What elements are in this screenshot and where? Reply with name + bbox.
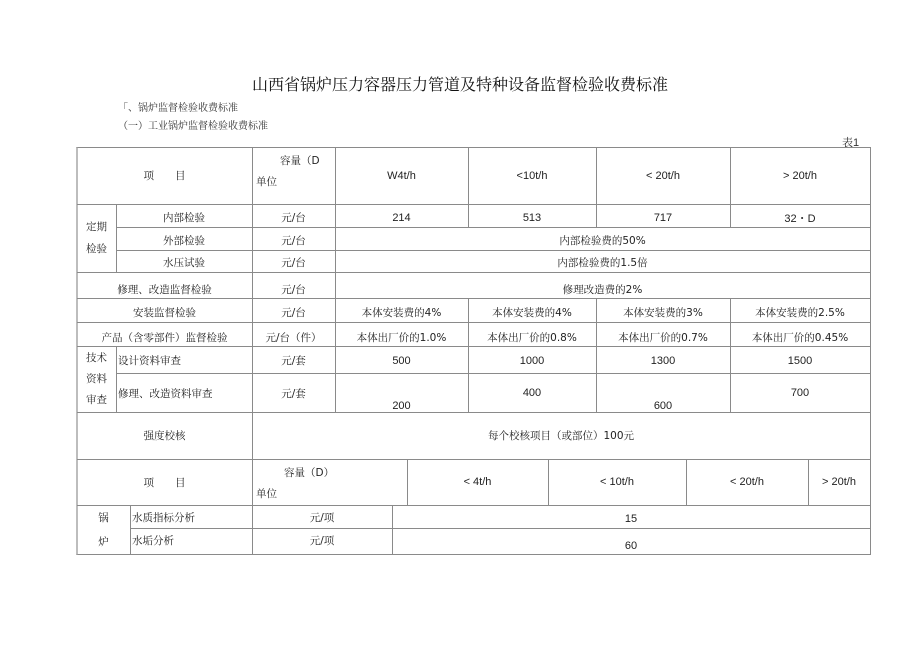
header-unit: 单位 — [256, 175, 277, 188]
row-unit: 元/台 — [281, 306, 306, 319]
row-value: 600 — [653, 400, 673, 412]
row-merged-value: 修理改造费的2% — [562, 283, 643, 296]
row-value: 本体安装费的4% — [361, 306, 442, 319]
group-boiler: 锅 炉 — [98, 511, 109, 548]
header-col-3: < 20t/h — [730, 476, 764, 488]
row-value: 400 — [522, 387, 542, 399]
row-label: 强度校核 — [143, 430, 186, 442]
row-value: 717 — [653, 211, 673, 224]
row-label: 外部检验 — [163, 235, 205, 247]
row-label: 设计资料审查 — [118, 355, 181, 367]
row-value: 513 — [522, 211, 542, 224]
row-value: 32・D — [784, 212, 816, 225]
row-label: 修理、改造监督检验 — [117, 283, 212, 296]
header-col-4: > 20t/h — [822, 476, 856, 488]
row-merged-value: 每个校核项目（或部位）100元 — [487, 430, 635, 442]
row-unit: 元/套 — [281, 387, 306, 400]
row-unit: 元/台 — [281, 235, 306, 247]
row-value: 本体出厂价的0.8% — [487, 331, 577, 344]
row-value: 本体安装费的4% — [492, 306, 572, 319]
header-col-2: <10t/h — [516, 169, 548, 182]
row-value: 本体出厂价的0.45% — [751, 331, 849, 344]
row-value: 本体出厂价的1.0% — [356, 331, 447, 344]
row-value: 700 — [790, 387, 810, 399]
row-merged-value: 内部检验费的1.5倍 — [557, 257, 648, 269]
row-value: 本体出厂价的0.7% — [618, 331, 708, 344]
section-heading: 「、锅炉监督检验收费标准 — [118, 103, 238, 114]
row-value: 500 — [392, 354, 411, 367]
row-unit: 元/台 — [281, 257, 306, 269]
header-col-2: < 10t/h — [600, 476, 634, 488]
row-label: 水质指标分析 — [132, 511, 195, 524]
row-merged-value: 15 — [624, 513, 638, 525]
row-label: 内部检验 — [163, 212, 205, 224]
header-capacity: 容量（D — [280, 154, 320, 167]
row-merged-value: 60 — [624, 540, 638, 552]
group-tech-review: 技术 资料 审查 — [86, 351, 107, 406]
row-label: 水压试验 — [163, 257, 205, 269]
header-item: 项 目 — [143, 476, 186, 489]
header-col-1: < 4t/h — [463, 476, 492, 488]
row-unit: 元/台（件） — [265, 331, 322, 344]
header-col-1: W4t/h — [387, 169, 416, 182]
row-unit: 元/套 — [281, 355, 306, 367]
table-label: 表1 — [842, 137, 860, 149]
document-title: 山西省锅炉压力容器压力管道及特种设备监督检验收费标准 — [251, 75, 668, 94]
subsection-heading: （一）工业锅炉监督检验收费标准 — [118, 121, 268, 132]
row-value: 1300 — [650, 354, 676, 367]
row-label: 安装监督检验 — [133, 306, 196, 319]
header-capacity: 容量（D） — [284, 466, 335, 479]
row-unit: 元/项 — [309, 534, 335, 547]
header-col-4: > 20t/h — [783, 169, 817, 182]
row-value: 1000 — [519, 354, 545, 367]
header-unit: 单位 — [256, 487, 277, 500]
row-merged-value: 内部检验费的50% — [559, 235, 646, 247]
row-value: 本体安装费的3% — [623, 306, 703, 319]
row-value: 本体安装费的2.5% — [755, 306, 845, 319]
row-value: 200 — [392, 400, 411, 412]
row-value: 1500 — [787, 354, 813, 367]
row-unit: 元/项 — [309, 511, 335, 524]
row-unit: 元/台 — [281, 212, 306, 224]
row-label: 产品（含零部件）监督检验 — [101, 331, 228, 344]
header-item: 项 目 — [143, 170, 186, 182]
header-col-3: < 20t/h — [646, 169, 680, 182]
row-unit: 元/台 — [281, 283, 306, 296]
group-periodic: 定期 检验 — [86, 221, 107, 255]
row-label: 水垢分析 — [132, 534, 174, 547]
row-label: 修理、改造资料审查 — [118, 387, 213, 400]
row-value: 214 — [392, 211, 411, 224]
